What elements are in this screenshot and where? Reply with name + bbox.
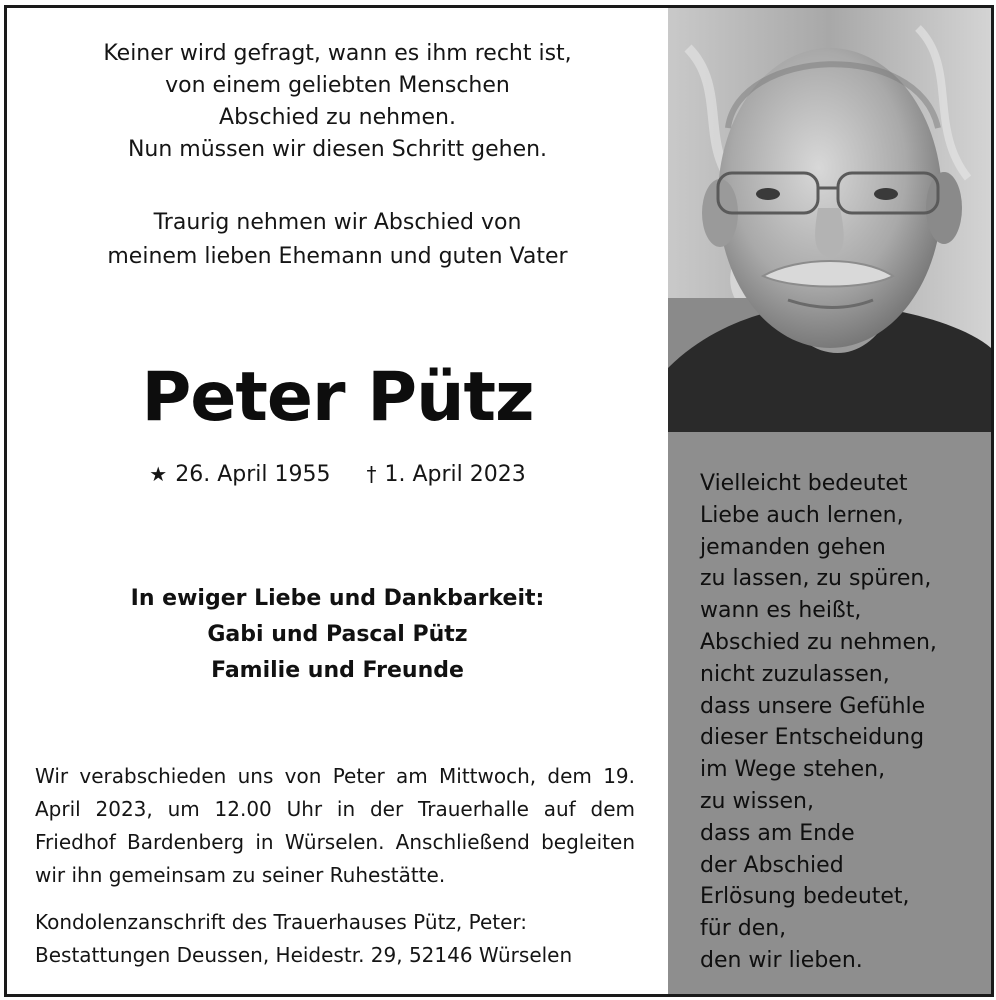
- mourners-line: Gabi und Pascal Pütz: [207, 622, 468, 647]
- poem-panel: [668, 432, 991, 994]
- deceased-name: Peter Pütz: [141, 358, 534, 437]
- poem-line: jemanden gehen: [700, 534, 886, 560]
- poem-line: den wir lieben.: [700, 947, 863, 973]
- poem-line: wann es heißt,: [700, 598, 862, 624]
- verse-line: Keiner wird gefragt, wann es ihm recht ist,: [103, 41, 572, 66]
- poem-line: dieser Entscheidung: [700, 725, 925, 751]
- obituary-frame: [4, 5, 994, 997]
- poem-line: für den,: [700, 916, 787, 942]
- condolence-address: [35, 906, 645, 972]
- mourners-line: Familie und Freunde: [211, 658, 464, 683]
- verse-line: von einem geliebten Menschen: [165, 73, 510, 98]
- address-line: Bestattungen Deussen, Heidestr. 29, 52146 Würselen: [35, 943, 573, 967]
- poem-line: zu wissen,: [700, 788, 814, 814]
- opening-verse: [7, 38, 668, 166]
- mourners-line: In ewiger Liebe und Dankbarkeit:: [130, 586, 545, 611]
- portrait-illustration: [668, 8, 991, 432]
- poem-line: dass unsere Gefühle: [700, 693, 926, 719]
- verse-line: Abschied zu nehmen.: [219, 105, 456, 130]
- poem-line: Vielleicht bedeutet: [700, 471, 908, 496]
- intro-line: Traurig nehmen wir Abschied von: [153, 210, 522, 235]
- poem-line: zu lassen, zu spüren,: [700, 566, 932, 592]
- poem-line: der Abschied: [700, 852, 844, 878]
- poem-text: [700, 468, 980, 977]
- poem-line: Abschied zu nehmen,: [700, 629, 937, 655]
- life-dates: [7, 458, 668, 491]
- poem-line: Erlösung bedeutet,: [700, 884, 910, 910]
- portrait-photo: [668, 8, 991, 432]
- mourners-block: [7, 581, 668, 689]
- address-line: Kondolenzanschrift des Trauerhauses Pütz, Peter:: [35, 910, 528, 934]
- death-date: 1. April 2023: [384, 462, 526, 487]
- cross-icon: †: [366, 462, 377, 486]
- poem-line: nicht zuzulassen,: [700, 661, 890, 687]
- poem-line: dass am Ende: [700, 820, 855, 846]
- verse-line: Nun müssen wir diesen Schritt gehen.: [127, 137, 548, 162]
- intro-line: meinem lieben Ehemann und guten Vater: [107, 244, 568, 269]
- funeral-notice: Wir verabschieden uns von Peter am Mittwoch, dem 19. April 2023, um 12.00 Uhr in der Trauerhalle auf dem Friedhof Bardenberg in Würselen. Anschließend begleiten wir ihn gemeinsam zu seiner Ruhestätte.: [35, 764, 635, 887]
- star-icon: ★: [149, 462, 168, 486]
- obituary-main-column: [7, 8, 668, 994]
- poem-line: Liebe auch lernen,: [700, 502, 904, 528]
- birth-date: 26. April 1955: [175, 462, 331, 487]
- poem-line: im Wege stehen,: [700, 757, 886, 783]
- intro-text: [7, 206, 668, 274]
